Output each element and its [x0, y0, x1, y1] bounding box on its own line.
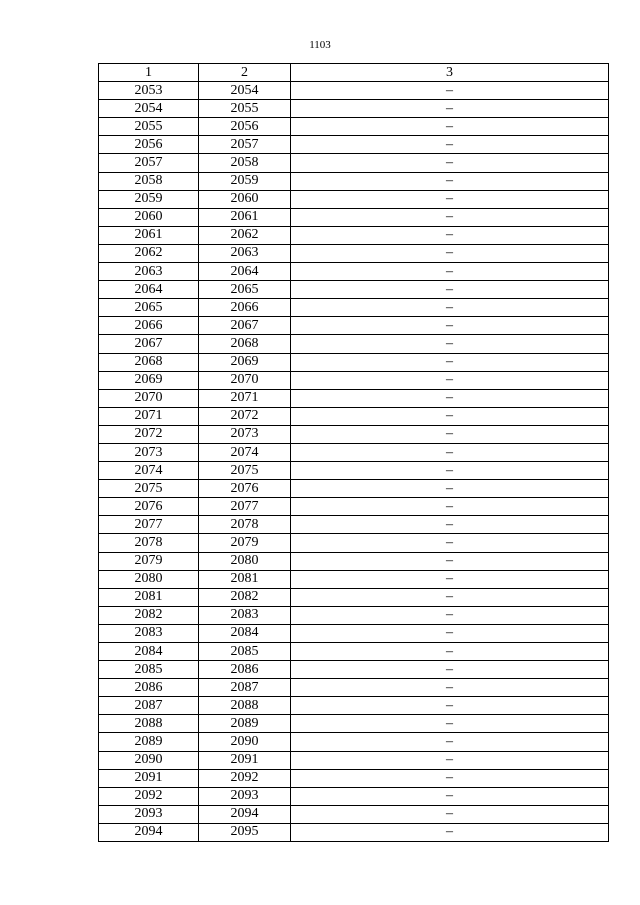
- table-row: [99, 552, 609, 570]
- table-cell-col-1: 2074: [99, 462, 199, 480]
- table-cell-col-3: –: [291, 769, 609, 787]
- table-cell-col-1: 2058: [99, 172, 199, 190]
- table-row: [99, 190, 609, 208]
- table-cell-col-2: 2081: [199, 570, 291, 588]
- table-cell-col-2: 2068: [199, 335, 291, 353]
- table-row: [99, 118, 609, 136]
- table-cell-col-1: 2064: [99, 281, 199, 299]
- table-row: [99, 100, 609, 118]
- table-cell-col-3: –: [291, 498, 609, 516]
- table-cell-col-1: 2083: [99, 624, 199, 642]
- table-cell-col-2: 2080: [199, 552, 291, 570]
- table-row: [99, 443, 609, 461]
- table-cell-col-1: 2068: [99, 353, 199, 371]
- table-cell-col-2: 2084: [199, 624, 291, 642]
- table-cell-col-3: –: [291, 570, 609, 588]
- table-row: [99, 570, 609, 588]
- table-row: [99, 823, 609, 841]
- table-cell-col-1: 2080: [99, 570, 199, 588]
- table-cell-col-2: 2062: [199, 226, 291, 244]
- table-cell-col-3: –: [291, 299, 609, 317]
- table-cell-col-2: 2073: [199, 425, 291, 443]
- table-cell-col-3: –: [291, 443, 609, 461]
- table-cell-col-2: 2067: [199, 317, 291, 335]
- table-row: [99, 226, 609, 244]
- table-cell-col-1: 2088: [99, 715, 199, 733]
- table-cell-col-1: 2062: [99, 244, 199, 262]
- table-cell-col-3: –: [291, 425, 609, 443]
- table-row: [99, 516, 609, 534]
- table-cell-col-1: 2093: [99, 805, 199, 823]
- table-cell-col-2: 2090: [199, 733, 291, 751]
- table-row: [99, 661, 609, 679]
- table-cell-col-1: 2055: [99, 118, 199, 136]
- table-cell-col-3: –: [291, 244, 609, 262]
- table-row: [99, 751, 609, 769]
- table-row: [99, 715, 609, 733]
- table-cell-col-1: 2053: [99, 82, 199, 100]
- table-row: [99, 697, 609, 715]
- table-cell-col-3: –: [291, 805, 609, 823]
- table-cell-col-1: 2067: [99, 335, 199, 353]
- page-number: 1103: [309, 39, 331, 51]
- table-cell-col-2: 2086: [199, 661, 291, 679]
- table-cell-col-3: –: [291, 335, 609, 353]
- table-row: [99, 769, 609, 787]
- table-cell-col-2: 2092: [199, 769, 291, 787]
- table-cell-col-2: 2056: [199, 118, 291, 136]
- table-cell-col-3: –: [291, 552, 609, 570]
- table-cell-col-1: 2066: [99, 317, 199, 335]
- data-table: [98, 63, 609, 842]
- table-cell-col-3: –: [291, 172, 609, 190]
- table-cell-col-2: 2055: [199, 100, 291, 118]
- table-row: [99, 407, 609, 425]
- table-row: [99, 263, 609, 281]
- table-row: [99, 389, 609, 407]
- table-cell-col-2: 2089: [199, 715, 291, 733]
- table-cell-col-2: 2069: [199, 353, 291, 371]
- table-cell-col-3: –: [291, 823, 609, 841]
- table-row: [99, 82, 609, 100]
- column-header-2: 2: [199, 64, 291, 82]
- table-cell-col-3: –: [291, 353, 609, 371]
- table-cell-col-3: –: [291, 190, 609, 208]
- table-cell-col-2: 2054: [199, 82, 291, 100]
- table-cell-col-1: 2071: [99, 407, 199, 425]
- column-header-1: 1: [99, 64, 199, 82]
- table-row: [99, 371, 609, 389]
- table-row: [99, 606, 609, 624]
- table-cell-col-2: 2077: [199, 498, 291, 516]
- table-cell-col-3: –: [291, 208, 609, 226]
- table-cell-col-2: 2078: [199, 516, 291, 534]
- table-row: [99, 335, 609, 353]
- table-cell-col-2: 2076: [199, 480, 291, 498]
- table-cell-col-1: 2087: [99, 697, 199, 715]
- table-row: [99, 154, 609, 172]
- table-cell-col-1: 2060: [99, 208, 199, 226]
- table-cell-col-3: –: [291, 679, 609, 697]
- table-cell-col-2: 2079: [199, 534, 291, 552]
- table-row: [99, 244, 609, 262]
- table-cell-col-3: –: [291, 606, 609, 624]
- table-cell-col-3: –: [291, 534, 609, 552]
- table-cell-col-2: 2075: [199, 462, 291, 480]
- table-cell-col-1: 2075: [99, 480, 199, 498]
- table-cell-col-3: –: [291, 281, 609, 299]
- table-cell-col-3: –: [291, 588, 609, 606]
- table-cell-col-1: 2089: [99, 733, 199, 751]
- table-cell-col-1: 2091: [99, 769, 199, 787]
- table-row: [99, 281, 609, 299]
- table-row: [99, 480, 609, 498]
- table-cell-col-3: –: [291, 661, 609, 679]
- table-cell-col-1: 2059: [99, 190, 199, 208]
- table-cell-col-3: –: [291, 480, 609, 498]
- table-cell-col-1: 2061: [99, 226, 199, 244]
- table-cell-col-3: –: [291, 643, 609, 661]
- table-cell-col-1: 2057: [99, 154, 199, 172]
- table-cell-col-2: 2074: [199, 443, 291, 461]
- table-cell-col-1: 2056: [99, 136, 199, 154]
- table-row: [99, 679, 609, 697]
- table-cell-col-2: 2070: [199, 371, 291, 389]
- table-cell-col-2: 2072: [199, 407, 291, 425]
- table-cell-col-1: 2054: [99, 100, 199, 118]
- table-row: [99, 588, 609, 606]
- table-row: [99, 733, 609, 751]
- table-cell-col-3: –: [291, 697, 609, 715]
- table-cell-col-2: 2071: [199, 389, 291, 407]
- table-row: [99, 299, 609, 317]
- table-cell-col-2: 2094: [199, 805, 291, 823]
- table-cell-col-3: –: [291, 715, 609, 733]
- table-cell-col-2: 2082: [199, 588, 291, 606]
- table-cell-col-3: –: [291, 751, 609, 769]
- table-cell-col-3: –: [291, 389, 609, 407]
- table-row: [99, 498, 609, 516]
- table-cell-col-1: 2078: [99, 534, 199, 552]
- table-cell-col-2: 2066: [199, 299, 291, 317]
- table-cell-col-3: –: [291, 407, 609, 425]
- column-header-3: 3: [291, 64, 609, 82]
- table-cell-col-1: 2077: [99, 516, 199, 534]
- table-row: [99, 208, 609, 226]
- table-cell-col-1: 2090: [99, 751, 199, 769]
- table-cell-col-3: –: [291, 733, 609, 751]
- table-cell-col-1: 2092: [99, 787, 199, 805]
- table-row: [99, 317, 609, 335]
- table-cell-col-2: 2058: [199, 154, 291, 172]
- table-cell-col-3: –: [291, 82, 609, 100]
- table-row: [99, 462, 609, 480]
- table-cell-col-3: –: [291, 100, 609, 118]
- table-row: [99, 643, 609, 661]
- table-body: [99, 82, 609, 842]
- table-cell-col-1: 2072: [99, 425, 199, 443]
- table-row: [99, 136, 609, 154]
- table-row: [99, 805, 609, 823]
- table-cell-col-2: 2093: [199, 787, 291, 805]
- table-cell-col-2: 2085: [199, 643, 291, 661]
- table-cell-col-3: –: [291, 787, 609, 805]
- table-row: [99, 425, 609, 443]
- table-cell-col-1: 2070: [99, 389, 199, 407]
- table-cell-col-1: 2073: [99, 443, 199, 461]
- table-row: [99, 353, 609, 371]
- table-cell-col-2: 2087: [199, 679, 291, 697]
- table-cell-col-1: 2086: [99, 679, 199, 697]
- table-cell-col-1: 2084: [99, 643, 199, 661]
- table-row: [99, 624, 609, 642]
- table-row: [99, 534, 609, 552]
- table-cell-col-3: –: [291, 226, 609, 244]
- table-cell-col-3: –: [291, 371, 609, 389]
- table-cell-col-2: 2065: [199, 281, 291, 299]
- table-cell-col-2: 2083: [199, 606, 291, 624]
- table-cell-col-1: 2069: [99, 371, 199, 389]
- table-cell-col-2: 2059: [199, 172, 291, 190]
- table-cell-col-3: –: [291, 317, 609, 335]
- table-cell-col-1: 2065: [99, 299, 199, 317]
- table-cell-col-3: –: [291, 516, 609, 534]
- table-cell-col-2: 2063: [199, 244, 291, 262]
- table-cell-col-2: 2057: [199, 136, 291, 154]
- table-cell-col-3: –: [291, 263, 609, 281]
- table-cell-col-2: 2064: [199, 263, 291, 281]
- table-cell-col-2: 2088: [199, 697, 291, 715]
- table-cell-col-2: 2060: [199, 190, 291, 208]
- table-row: [99, 172, 609, 190]
- table-cell-col-2: 2091: [199, 751, 291, 769]
- table-cell-col-2: 2061: [199, 208, 291, 226]
- table-cell-col-1: 2081: [99, 588, 199, 606]
- table-cell-col-1: 2094: [99, 823, 199, 841]
- table-cell-col-3: –: [291, 118, 609, 136]
- table-cell-col-2: 2095: [199, 823, 291, 841]
- table-cell-col-1: 2063: [99, 263, 199, 281]
- table-cell-col-3: –: [291, 462, 609, 480]
- table-cell-col-3: –: [291, 624, 609, 642]
- table-cell-col-1: 2079: [99, 552, 199, 570]
- table-header-row: [99, 64, 609, 82]
- table-cell-col-1: 2085: [99, 661, 199, 679]
- table-cell-col-1: 2082: [99, 606, 199, 624]
- table-cell-col-3: –: [291, 136, 609, 154]
- table-row: [99, 787, 609, 805]
- table-cell-col-3: –: [291, 154, 609, 172]
- table-cell-col-1: 2076: [99, 498, 199, 516]
